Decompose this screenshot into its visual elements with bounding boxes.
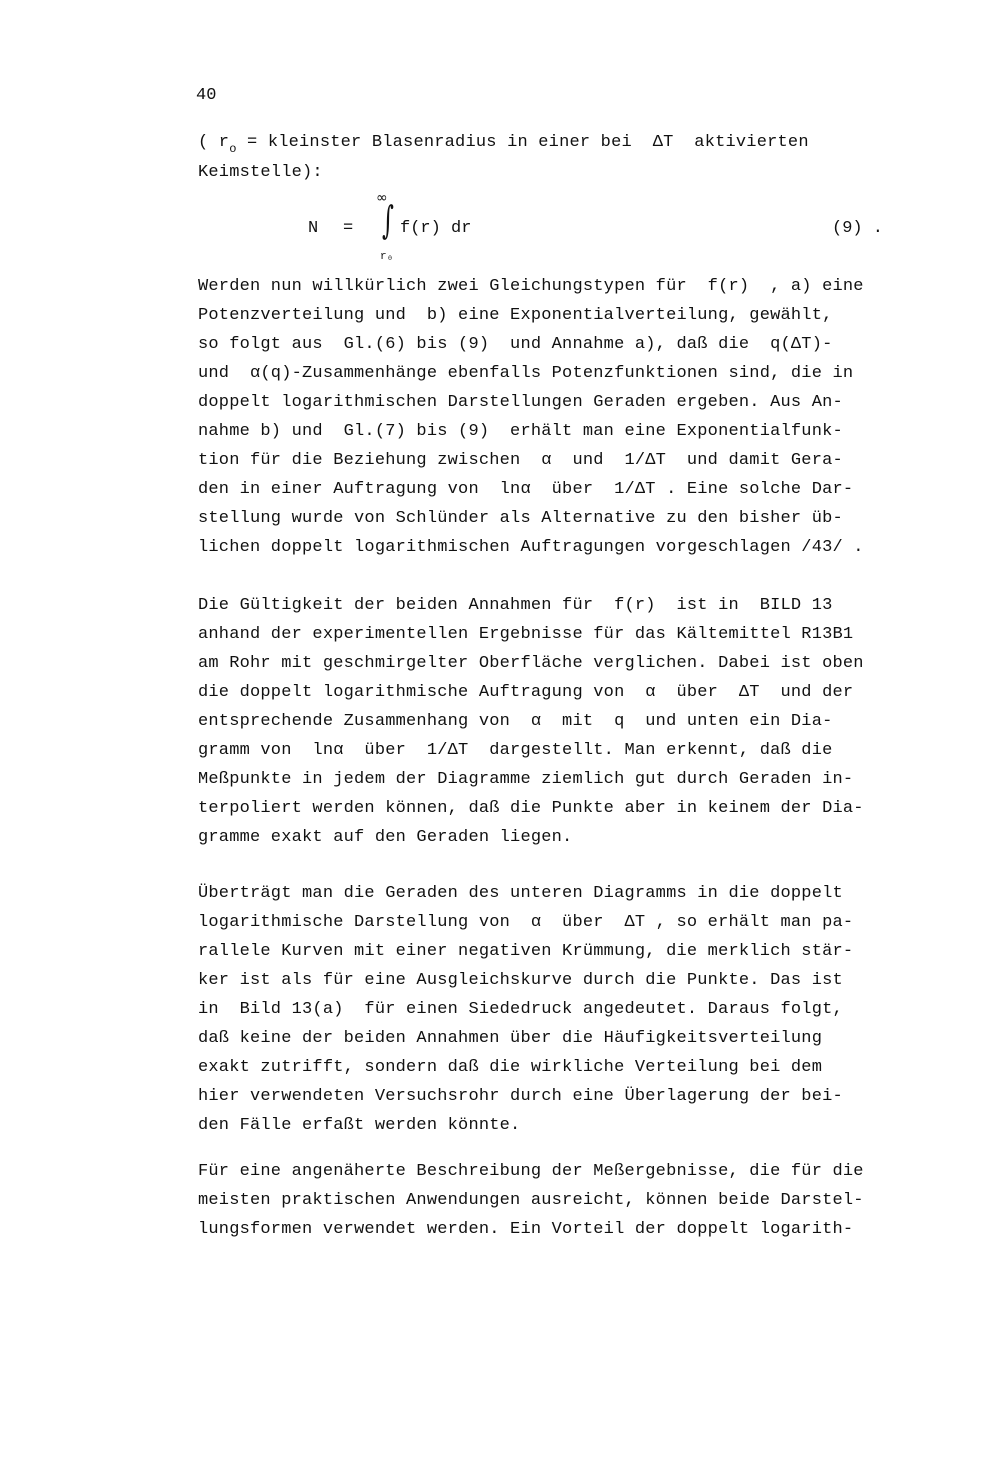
paragraph-line: daß keine der beiden Annahmen über die Häufigkeitsverteilung [198,1029,823,1048]
paragraph-line: den Fälle erfaßt werden könnte. [198,1116,521,1135]
paragraph-line: Potenzverteilung und b) eine Exponentialverteilung, gewählt, [198,306,833,325]
paragraph-line: nahme b) und Gl.(7) bis (9) erhält man eine Exponentialfunk- [198,422,843,441]
paragraph-line: so folgt aus Gl.(6) bis (9) und Annahme a), daß die q(ΔT)- [198,335,833,354]
equation-equals: = [343,219,354,238]
page-number: 40 [196,86,217,105]
paragraph-line: Für eine angenäherte Beschreibung der Meßergebnisse, die für die [198,1162,864,1181]
paragraph-line: logarithmische Darstellung von α über ΔT , so erhält man pa- [198,913,854,932]
paragraph-line: lungsformen verwendet werden. Ein Vorteil der doppelt logarith- [198,1220,854,1239]
paragraph-line: exakt zutrifft, sondern daß die wirkliche Verteilung bei dem [198,1058,823,1077]
paragraph-line: in Bild 13(a) für einen Siededruck angedeutet. Daraus folgt, [198,1000,843,1019]
paragraph-line: ker ist als für eine Ausgleichskurve durch die Punkte. Das ist [198,971,843,990]
paragraph-line: entsprechende Zusammenhang von α mit q und unten ein Dia- [198,712,833,731]
paragraph-line: am Rohr mit geschmirgelter Oberfläche verglichen. Dabei ist oben [198,654,864,673]
equation-lhs: N [308,219,319,238]
paragraph-line: terpoliert werden können, daß die Punkte aber in keinem der Dia- [198,799,864,818]
paragraph-line: gramm von lnα über 1/ΔT dargestellt. Man erkennt, daß die [198,741,833,760]
paragraph-line: Die Gültigkeit der beiden Annahmen für f(r) ist in BILD 13 [198,596,833,615]
paragraph-line: meisten praktischen Anwendungen ausreicht, können beide Darstel- [198,1191,864,1210]
equation-number: (9) . [832,219,884,238]
r-subscript: o [229,142,237,156]
paragraph-line: anhand der experimentellen Ergebnisse für das Kältemittel R13B1 [198,625,854,644]
intro-line-2: Keimstelle): [198,163,323,182]
integral-sign: ∫ [381,198,394,242]
paragraph-line: und α(q)-Zusammenhänge ebenfalls Potenzfunktionen sind, die in [198,364,854,383]
paragraph-line: Werden nun willkürlich zwei Gleichungstypen für f(r) , a) eine [198,277,864,296]
equation-integrand: f(r) dr [400,219,472,238]
paragraph-line: den in einer Auftragung von lnα über 1/ΔT . Eine solche Dar- [198,480,854,499]
intro-line-1 [198,133,809,156]
paragraph-line: gramme exakt auf den Geraden liegen. [198,828,573,847]
integral-upper-limit: ∞ [376,190,388,206]
intro-line-1-prefix: ( r [198,133,230,152]
paragraph-line: Überträgt man die Geraden des unteren Diagramms in die doppelt [198,884,843,903]
paragraph-line: die doppelt logarithmische Auftragung von α über ΔT und der [198,683,854,702]
intro-line-1-rest: = kleinster Blasenradius in einer bei ΔT aktivierten [236,133,809,152]
paragraph-line: tion für die Beziehung zwischen α und 1/ΔT und damit Gera- [198,451,843,470]
integral-lower-limit: r₀ [380,251,394,263]
paragraph-line: stellung wurde von Schlünder als Alternative zu den bisher üb- [198,509,843,528]
paragraph-line: doppelt logarithmischen Darstellungen Geraden ergeben. Aus An- [198,393,843,412]
paragraph-line: hier verwendeten Versuchsrohr durch eine Überlagerung der bei- [198,1087,843,1106]
paragraph-line: rallele Kurven mit einer negativen Krümmung, die merklich stär- [198,942,854,961]
paragraph-line: Meßpunkte in jedem der Diagramme ziemlich gut durch Geraden in- [198,770,854,789]
paragraph-line: lichen doppelt logarithmischen Auftragungen vorgeschlagen /43/ . [198,538,864,557]
